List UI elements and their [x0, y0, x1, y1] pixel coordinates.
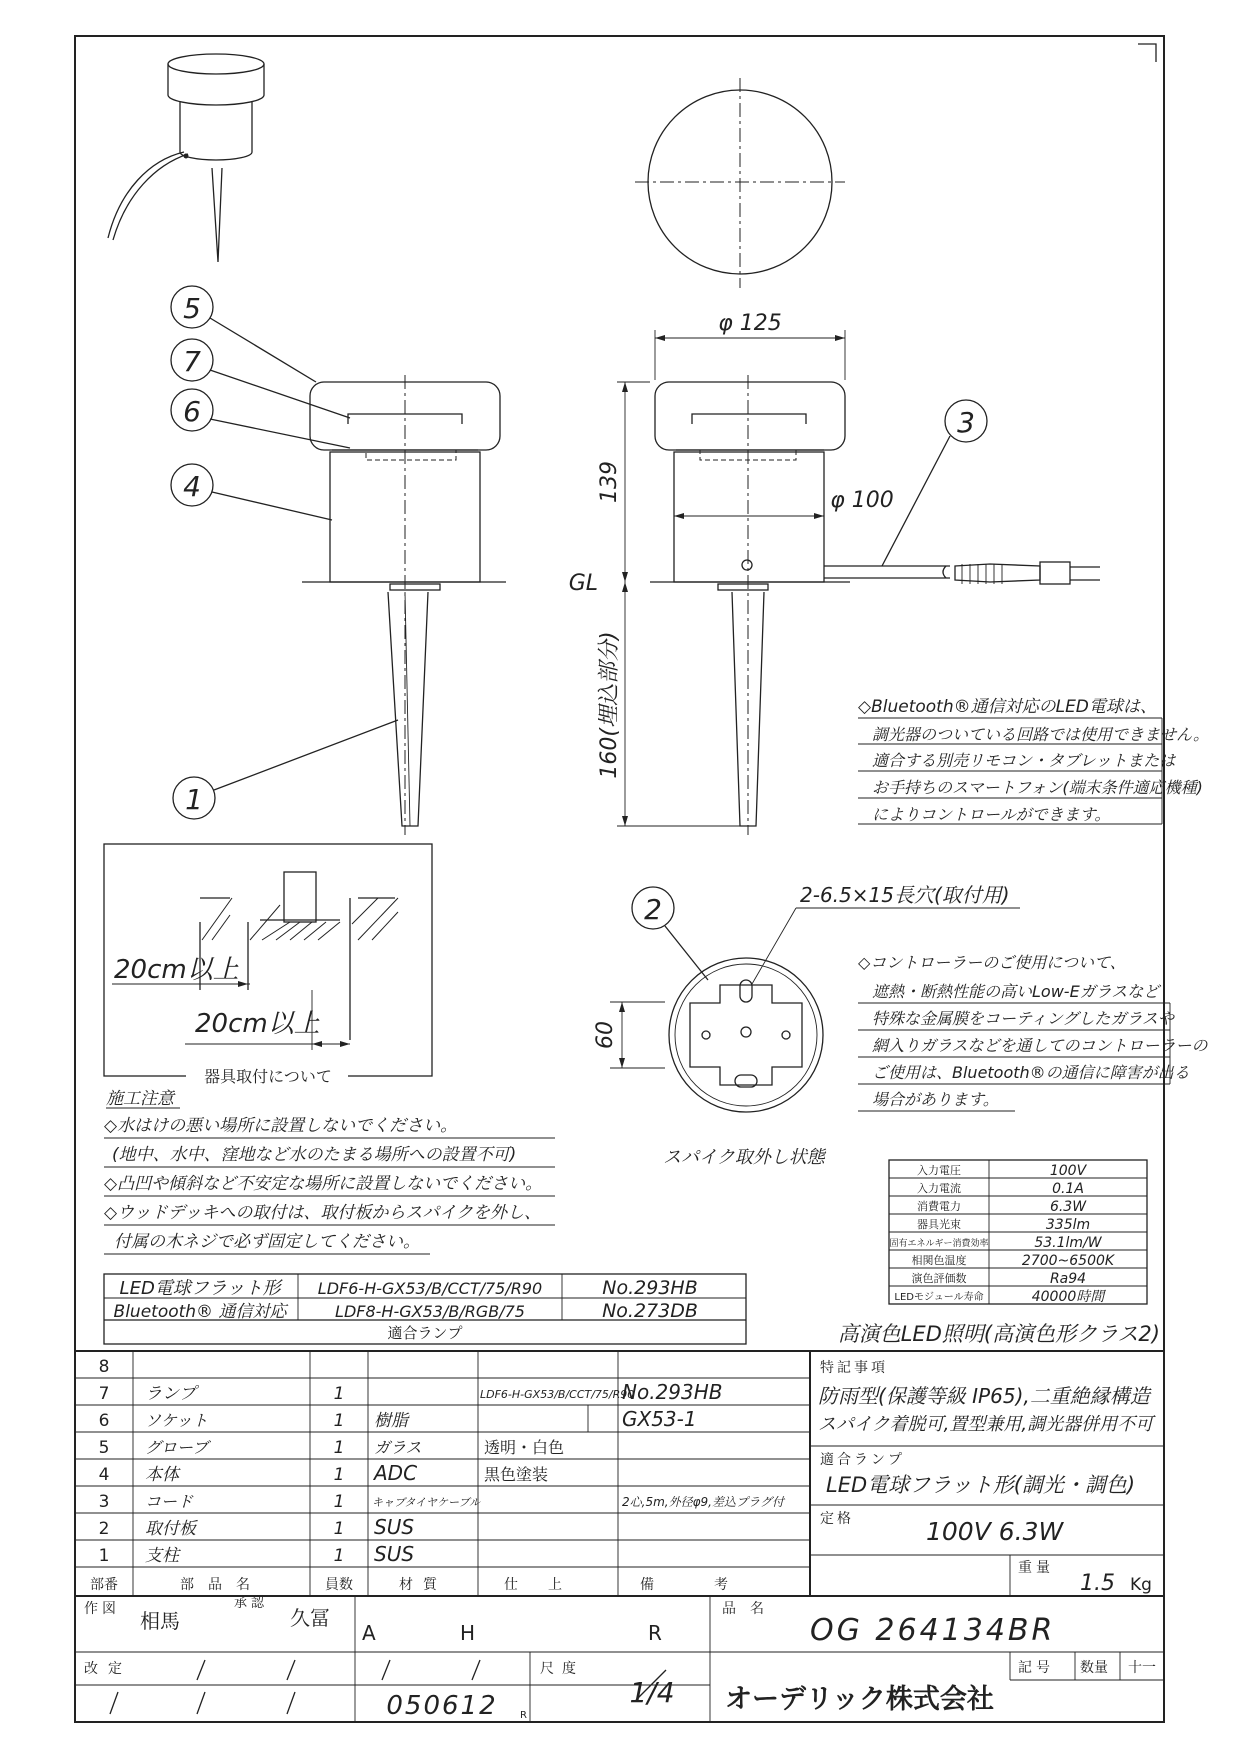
svg-text:R: R — [648, 1621, 662, 1645]
svg-text:2: 2 — [644, 893, 662, 926]
svg-text:5: 5 — [98, 1438, 110, 1458]
svg-text:オーデリック株式会社: オーデリック株式会社 — [725, 1684, 994, 1715]
svg-text:重量: 重量 — [1018, 1560, 1054, 1576]
svg-text:員数: 員数 — [325, 1577, 353, 1593]
svg-text:記号: 記号 — [1018, 1660, 1054, 1676]
controller-note — [858, 953, 1209, 1111]
svg-text:ランプ: ランプ — [145, 1384, 196, 1404]
svg-text:2-6.5×15長穴(取付用): 2-6.5×15長穴(取付用) — [800, 883, 1010, 907]
svg-text:によりコントロールができます。: によりコントロールができます。 — [872, 805, 1111, 824]
svg-text:LEDモジュール寿命: LEDモジュール寿命 — [894, 1292, 984, 1303]
svg-text:20cm以上: 20cm以上 — [114, 955, 239, 985]
svg-text:4: 4 — [183, 470, 201, 503]
svg-text:60: 60 — [593, 1021, 618, 1049]
svg-text:050612: 050612 — [386, 1691, 498, 1721]
svg-text:6: 6 — [183, 395, 201, 428]
svg-text:SUS: SUS — [374, 1515, 415, 1539]
svg-text:十一: 十一 — [1128, 1660, 1156, 1676]
svg-text:(地中、水中、窪地など水のたまる場所への設置不可): (地中、水中、窪地など水のたまる場所への設置不可) — [112, 1145, 517, 1165]
notes-column — [810, 1359, 1164, 1596]
high-cri-label: 高演色LED照明(高演色形クラス2) — [837, 1322, 1160, 1346]
svg-text:8: 8 — [98, 1357, 110, 1377]
svg-text:1/4: 1/4 — [629, 1676, 675, 1709]
svg-text:LDF8-H-GX53/B/RGB/75: LDF8-H-GX53/B/RGB/75 — [335, 1302, 525, 1321]
svg-text:No.273DB: No.273DB — [602, 1300, 698, 1322]
svg-text:◇Bluetooth®通信対応のLED電球は、: ◇Bluetooth®通信対応のLED電球は、 — [858, 697, 1157, 717]
install-figure — [104, 844, 432, 1086]
svg-text:適合ランプ: 適合ランプ — [820, 1452, 905, 1468]
svg-text:入力電流: 入力電流 — [917, 1182, 961, 1195]
svg-text:久冨: 久冨 — [290, 1606, 330, 1630]
svg-text:GL: GL — [568, 571, 598, 596]
svg-text:樹脂: 樹脂 — [374, 1411, 408, 1431]
svg-text:ソケット: ソケット — [145, 1411, 209, 1430]
caution-block — [104, 1089, 555, 1254]
svg-text:付属の木ネジで必ず固定してください。: 付属の木ネジで必ず固定してください。 — [114, 1232, 420, 1252]
svg-text:支柱: 支柱 — [145, 1546, 179, 1566]
svg-text:0.1A: 0.1A — [1052, 1181, 1084, 1197]
dim-dia-100 — [674, 488, 894, 519]
svg-text:SUS: SUS — [374, 1542, 415, 1566]
svg-text:品名: 品名 — [722, 1601, 778, 1617]
svg-text:定格: 定格 — [820, 1511, 854, 1527]
svg-text:部番: 部番 — [90, 1577, 118, 1593]
svg-text:調光器のついている回路では使用できません。: 調光器のついている回路では使用できません。 — [872, 725, 1209, 744]
svg-text:100V: 100V — [1049, 1163, 1087, 1179]
svg-text:入力電圧: 入力電圧 — [917, 1164, 961, 1177]
callout-4 — [171, 464, 332, 520]
svg-text:139: 139 — [597, 461, 622, 503]
svg-text:◇コントローラーのご使用について、: ◇コントローラーのご使用について、 — [858, 953, 1126, 972]
svg-text:LDF6-H-GX53/B/CCT/75/R90: LDF6-H-GX53/B/CCT/75/R90 — [480, 1388, 635, 1401]
corner-mark — [1138, 44, 1156, 62]
svg-text:φ 100: φ 100 — [830, 488, 894, 513]
callout-1 — [173, 720, 398, 819]
svg-text:改定: 改定 — [84, 1661, 132, 1677]
svg-text:H: H — [460, 1621, 476, 1645]
svg-text:◇ウッドデッキへの取付は、取付板からスパイクを外し、: ◇ウッドデッキへの取付は、取付板からスパイクを外し、 — [104, 1203, 542, 1223]
svg-text:A: A — [362, 1621, 376, 1645]
svg-text:コード: コード — [145, 1492, 194, 1511]
svg-text:ADC: ADC — [374, 1461, 418, 1485]
svg-text:ご使用は、Bluetooth®の通信に障害が出る: ご使用は、Bluetooth®の通信に障害が出る — [872, 1063, 1190, 1082]
svg-text:LDF6-H-GX53/B/CCT/75/R90: LDF6-H-GX53/B/CCT/75/R90 — [317, 1279, 543, 1298]
svg-text:材質: 材質 — [399, 1577, 447, 1593]
svg-text:数量: 数量 — [1080, 1660, 1108, 1676]
svg-text:本体: 本体 — [145, 1465, 179, 1485]
svg-text:1: 1 — [333, 1465, 345, 1485]
svg-text:φ 125: φ 125 — [718, 311, 782, 336]
bluetooth-note — [858, 697, 1209, 824]
svg-text:100V 6.3W: 100V 6.3W — [926, 1517, 1064, 1546]
svg-text:備考: 備考 — [640, 1577, 788, 1593]
svg-text:黒色塗装: 黒色塗装 — [484, 1465, 549, 1484]
svg-text:1: 1 — [333, 1519, 345, 1539]
svg-text:消費電力: 消費電力 — [917, 1200, 961, 1213]
svg-text:お手持ちのスマートフォン(端末条件適応機種): お手持ちのスマートフォン(端末条件適応機種) — [872, 778, 1203, 797]
svg-text:53.1lm/W: 53.1lm/W — [1034, 1235, 1102, 1251]
svg-text:1: 1 — [333, 1384, 345, 1404]
svg-text:2700~6500K: 2700~6500K — [1021, 1253, 1115, 1269]
svg-text:1.5: 1.5 — [1080, 1571, 1115, 1596]
svg-text:LED電球フラット形(調光・調色): LED電球フラット形(調光・調色) — [826, 1473, 1136, 1497]
svg-text:器具取付について: 器具取付について — [204, 1067, 332, 1086]
svg-text:3: 3 — [957, 406, 975, 439]
svg-text:固有エネルギー消費効率: 固有エネルギー消費効率 — [889, 1239, 989, 1249]
svg-text:4: 4 — [98, 1465, 110, 1485]
svg-text:防雨型(保護等級 IP65),二重絶縁構造: 防雨型(保護等級 IP65),二重絶縁構造 — [818, 1384, 1150, 1408]
svg-text:1: 1 — [333, 1492, 345, 1512]
svg-text:40000時間: 40000時間 — [1031, 1289, 1105, 1305]
dim-height — [569, 382, 740, 826]
svg-text:遮熱・断熱性能の高いLow-Eガラスなど: 遮熱・断熱性能の高いLow-Eガラスなど — [872, 982, 1160, 1001]
dim-dia-125 — [655, 311, 845, 380]
sheet-border — [75, 36, 1164, 1722]
svg-text:スパイク着脱可,置型兼用,調光器併用不可: スパイク着脱可,置型兼用,調光器併用不可 — [818, 1414, 1154, 1435]
svg-text:Ra94: Ra94 — [1049, 1271, 1087, 1287]
svg-text:20cm以上: 20cm以上 — [195, 1009, 320, 1039]
svg-text:Bluetooth® 通信対応: Bluetooth® 通信対応 — [113, 1302, 287, 1322]
svg-text:No.293HB: No.293HB — [622, 1380, 723, 1404]
svg-text:適合する別売リモコン・タブレットまたは: 適合する別売リモコン・タブレットまたは — [872, 751, 1176, 770]
svg-text:場合があります。: 場合があります。 — [872, 1090, 999, 1109]
svg-text:適合ランプ: 適合ランプ — [387, 1324, 463, 1342]
svg-text:部品名: 部品名 — [180, 1577, 264, 1593]
title-block — [75, 1596, 1164, 1722]
svg-text:5: 5 — [183, 292, 201, 325]
svg-text:OG 264134BR: OG 264134BR — [810, 1613, 1056, 1648]
svg-text:承認: 承認 — [234, 1596, 269, 1611]
svg-text:1: 1 — [185, 783, 203, 816]
svg-text:網入りガラスなどを通してのコントローラーの: 網入りガラスなどを通してのコントローラーの — [872, 1036, 1208, 1055]
svg-text:透明・白色: 透明・白色 — [484, 1438, 565, 1457]
svg-text:6.3W: 6.3W — [1049, 1199, 1087, 1215]
svg-text:335lm: 335lm — [1045, 1217, 1091, 1233]
svg-text:取付板: 取付板 — [145, 1519, 196, 1539]
svg-text:LED電球フラット形: LED電球フラット形 — [119, 1278, 281, 1299]
svg-text:1: 1 — [333, 1438, 345, 1458]
svg-text:作図: 作図 — [84, 1601, 120, 1617]
svg-text:◇水はけの悪い場所に設置しないでください。: ◇水はけの悪い場所に設置しないでください。 — [104, 1116, 458, 1136]
svg-text:相関色温度: 相関色温度 — [911, 1254, 967, 1267]
svg-text:仕上: 仕上 — [504, 1577, 592, 1593]
svg-text:特記事項: 特記事項 — [820, 1360, 888, 1376]
svg-text:演色評価数: 演色評価数 — [911, 1272, 967, 1285]
svg-text:尺度: 尺度 — [540, 1661, 584, 1677]
svg-text:相馬: 相馬 — [140, 1609, 180, 1633]
svg-text:160(埋込部分): 160(埋込部分) — [597, 631, 622, 779]
svg-text:No.293HB: No.293HB — [602, 1277, 698, 1299]
svg-text:2心,5m,外径φ9,差込プラグ付: 2心,5m,外径φ9,差込プラグ付 — [622, 1495, 784, 1509]
spec-table — [889, 1160, 1147, 1305]
svg-text:ガラス: ガラス — [374, 1438, 422, 1457]
svg-text:スパイク取外し状態: スパイク取外し状態 — [663, 1147, 825, 1168]
isometric-view — [108, 54, 264, 262]
svg-text:施工注意: 施工注意 — [106, 1089, 174, 1109]
svg-text:Kg: Kg — [1130, 1575, 1152, 1595]
svg-text:グローブ: グローブ — [145, 1438, 209, 1457]
svg-text:器具光束: 器具光束 — [917, 1218, 961, 1231]
svg-text:2: 2 — [98, 1519, 110, 1539]
plan-view — [635, 78, 845, 288]
svg-text:R: R — [520, 1710, 527, 1721]
svg-text:1: 1 — [98, 1546, 110, 1566]
callout-6 — [171, 389, 350, 448]
svg-text:7: 7 — [183, 345, 201, 378]
svg-text:キャブタイヤケーブル: キャブタイヤケーブル — [372, 1496, 481, 1509]
svg-text:6: 6 — [98, 1411, 110, 1431]
svg-text:◇凸凹や傾斜など不安定な場所に設置しないでください。: ◇凸凹や傾斜など不安定な場所に設置しないでください。 — [104, 1174, 543, 1194]
svg-text:GX53-1: GX53-1 — [622, 1407, 697, 1431]
svg-text:3: 3 — [98, 1492, 110, 1512]
lamp-table — [104, 1274, 746, 1344]
callout-3 — [882, 400, 987, 566]
svg-text:7: 7 — [98, 1384, 110, 1404]
svg-text:1: 1 — [333, 1546, 345, 1566]
svg-text:特殊な金属膜をコーティングしたガラスや: 特殊な金属膜をコーティングしたガラスや — [872, 1009, 1174, 1028]
svg-text:1: 1 — [333, 1411, 345, 1431]
